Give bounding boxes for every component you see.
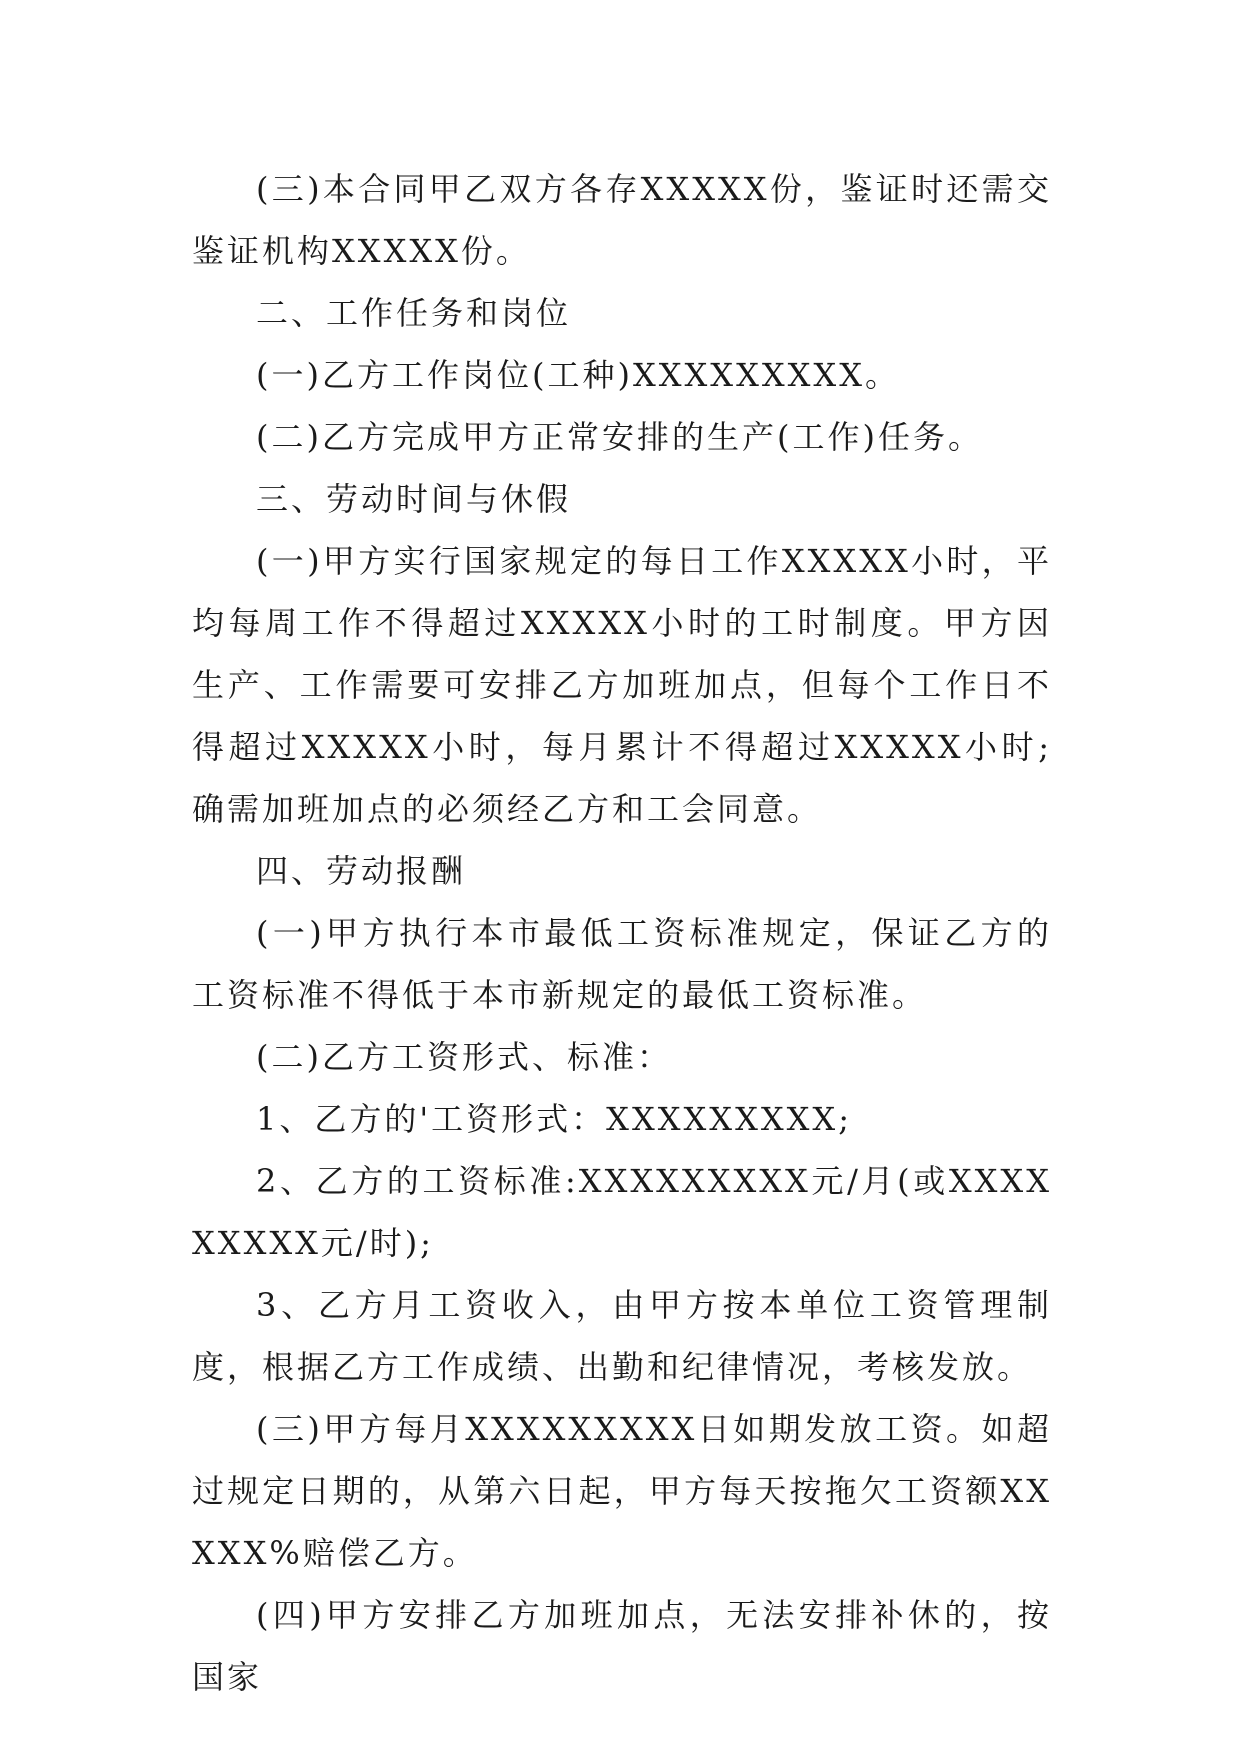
section-heading-2: 二、工作任务和岗位 <box>256 294 572 332</box>
document-body <box>192 158 1052 1708</box>
section-heading-7: 四、劳动报酬 <box>256 852 467 890</box>
paragraph-3: (一)乙方工作岗位(工种)XXXXXXXXX。 <box>256 356 900 394</box>
paragraph-4: (二)乙方完成甲方正常安排的生产(工作)任务。 <box>256 418 983 456</box>
paragraph-6: (一)甲方实行国家规定的每日工作XXXXX小时，平均每周工作不得超过XXXXX小时的工时制度。甲方因生产、工作需要可安排乙方加班加点，但每个工作日不得超过XXXXX小时，每月累计不得超过XXXXX小时;确需加班加点的必须经乙方和工会同意。 <box>192 542 1052 828</box>
paragraph-13: (三)甲方每月XXXXXXXXX日如期发放工资。如超过规定日期的，从第六日起，甲方每天按拖欠工资额XXXXX%赔偿乙方。 <box>192 1410 1052 1572</box>
paragraph-14: (四)甲方安排乙方加班加点，无法安排补休的，按国家 <box>192 1596 1052 1696</box>
paragraph-12: 3、乙方月工资收入，由甲方按本单位工资管理制度，根据乙方工作成绩、出勤和纪律情况，考核发放。 <box>192 1286 1052 1386</box>
paragraph-10: 1、乙方的'工资形式：XXXXXXXXX; <box>256 1100 852 1138</box>
paragraph-1: (三)本合同甲乙双方各存XXXXX份，鉴证时还需交鉴证机构XXXXX份。 <box>192 170 1052 270</box>
paragraph-11: 2、乙方的工资标准:XXXXXXXXX元/月(或XXXXXXXXX元/时); <box>192 1162 1052 1262</box>
paragraph-8: (一)甲方执行本市最低工资标准规定，保证乙方的工资标准不得低于本市新规定的最低工资标准。 <box>192 914 1052 1014</box>
paragraph-9: (二)乙方工资形式、标准： <box>256 1038 672 1076</box>
section-heading-5: 三、劳动时间与休假 <box>256 480 572 518</box>
